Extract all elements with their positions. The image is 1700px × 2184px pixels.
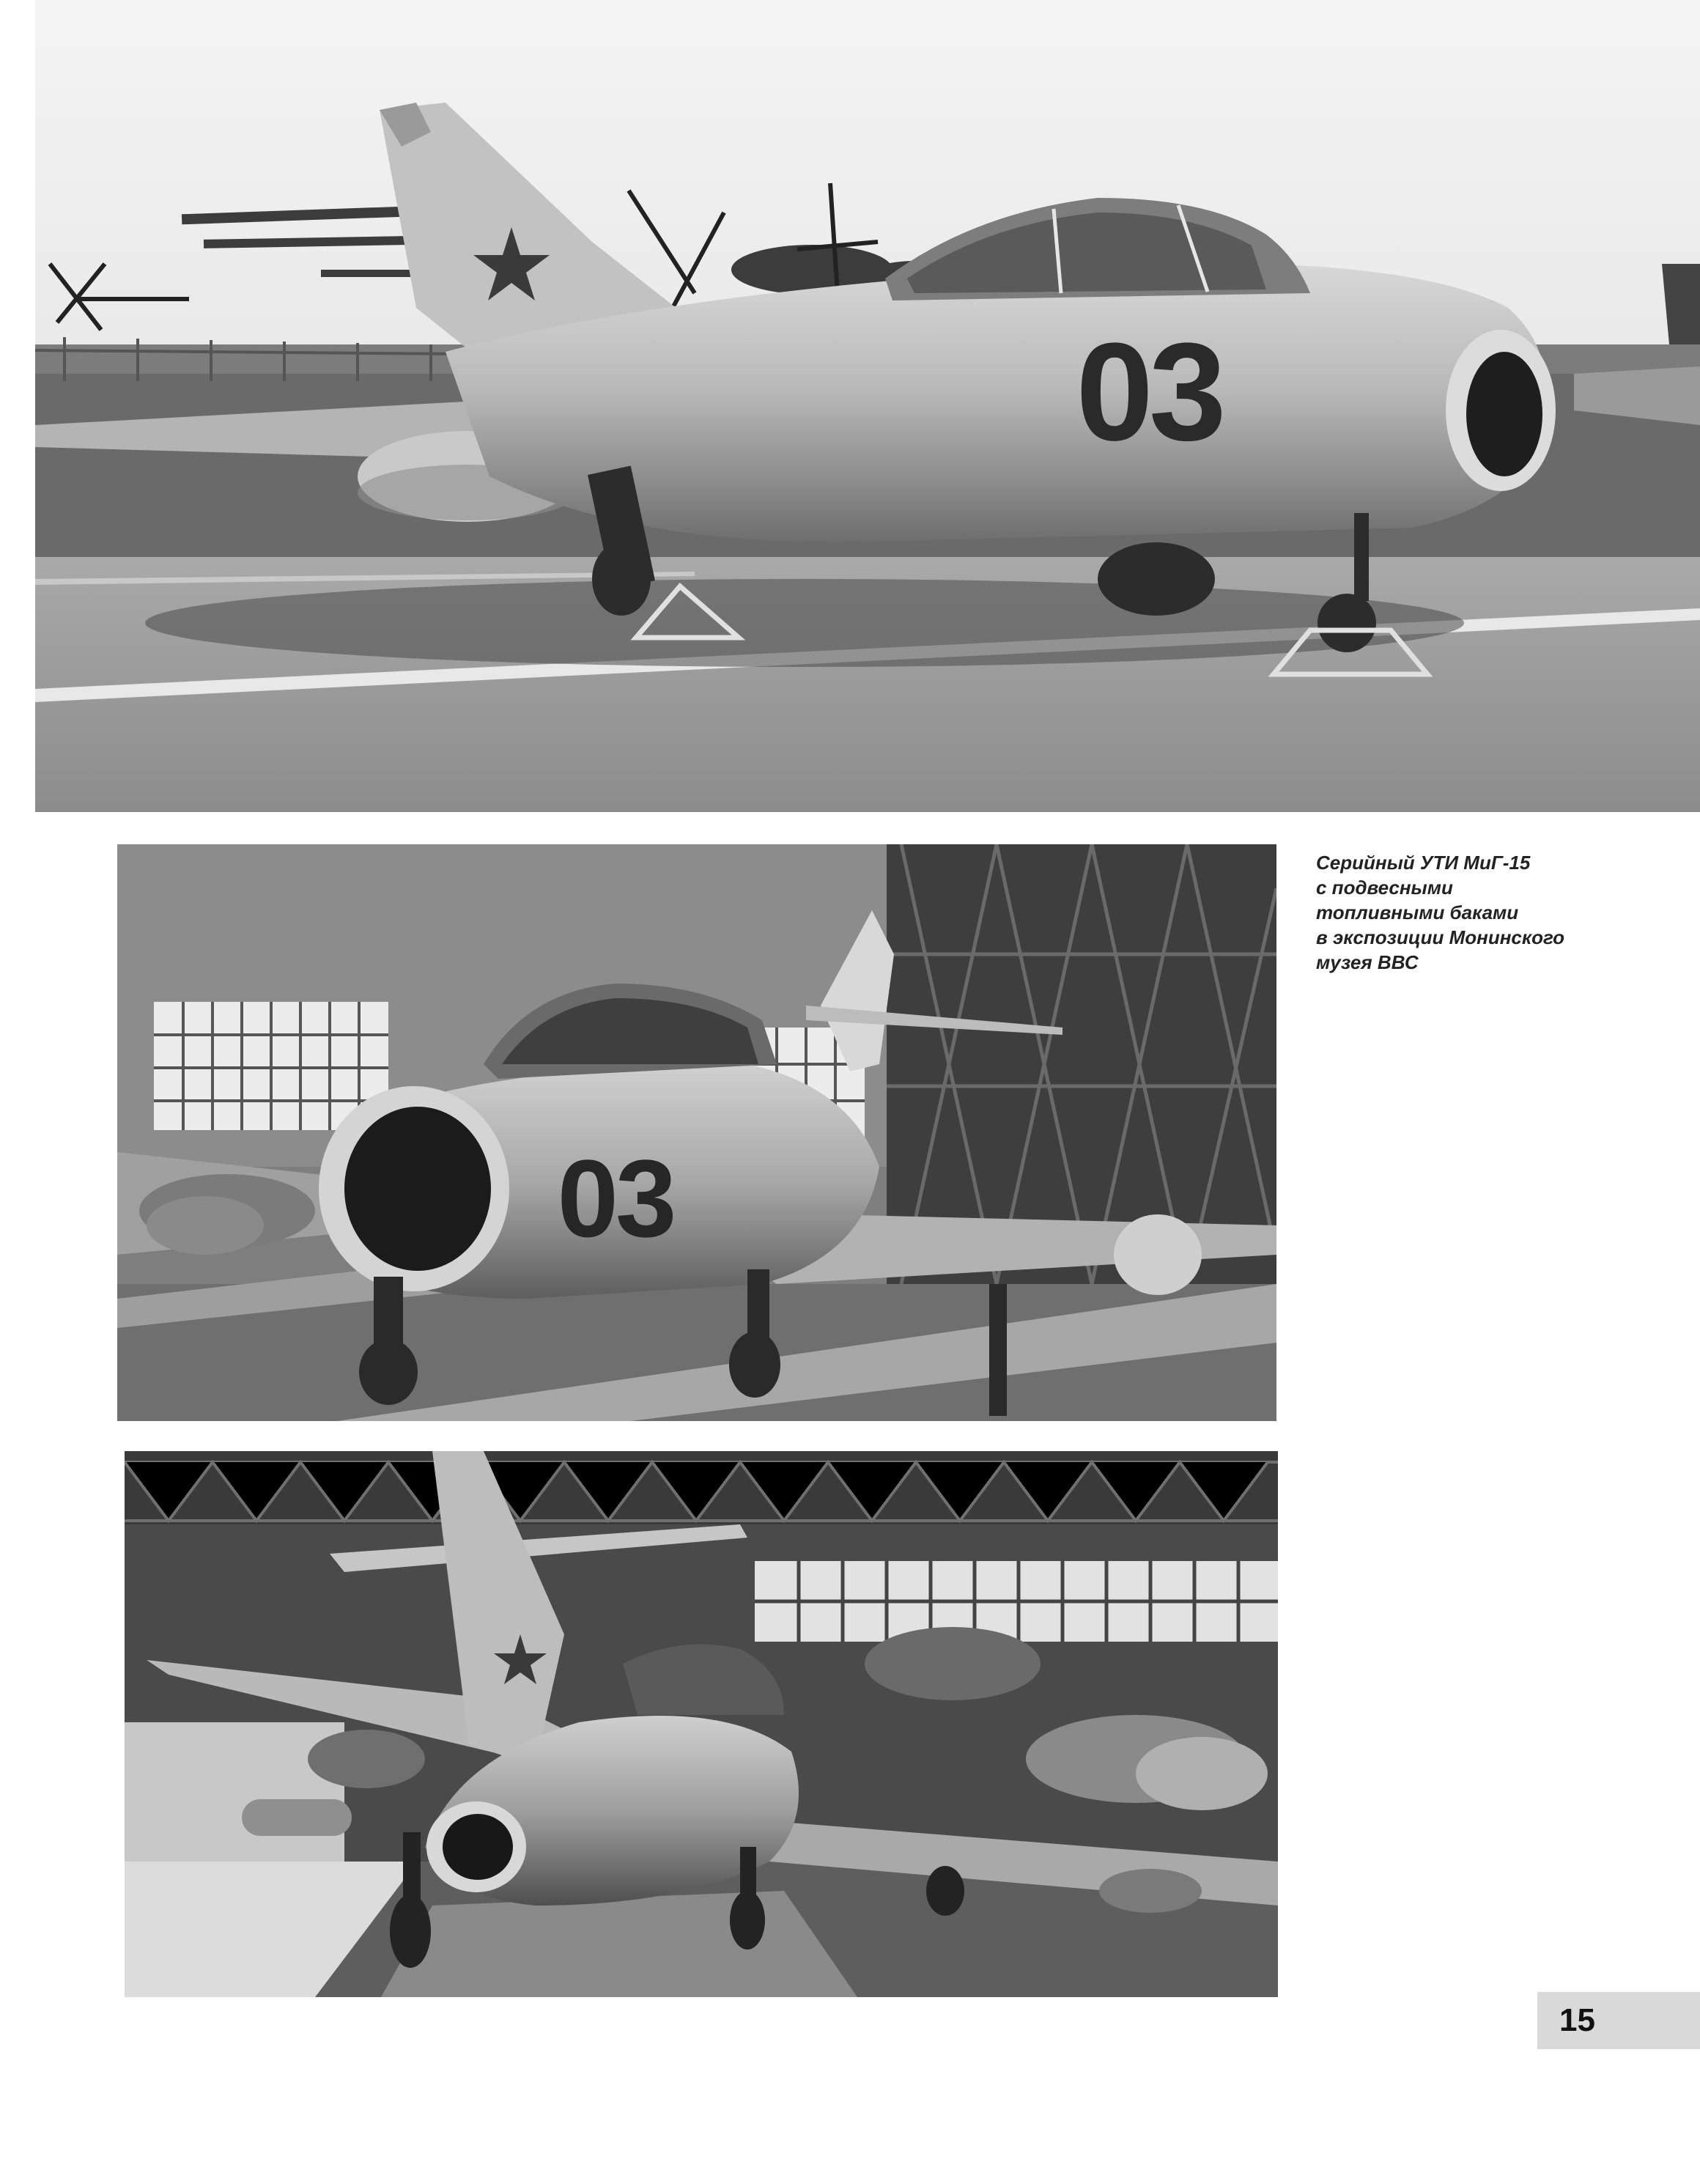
photo-caption [1316, 850, 1624, 975]
photo-airfield-mig15uti [35, 0, 1700, 812]
page-number: 15 [1559, 2002, 1595, 2038]
page-number-tab [1537, 1992, 1700, 2049]
tail-number-middle: 03 [557, 1137, 674, 1260]
caption-line: музея ВВС [1316, 951, 1419, 973]
caption-line: в экспозиции Монинского [1316, 926, 1565, 948]
tail-number-top: 03 [1076, 314, 1222, 470]
photo-hangar-front-view [117, 844, 1276, 1421]
caption-line: топливными баками [1316, 901, 1519, 923]
caption-line: с подвесными [1316, 877, 1453, 899]
photo-hangar-rear-view [125, 1451, 1278, 1997]
caption-line: Серийный УТИ МиГ-15 [1316, 852, 1531, 874]
